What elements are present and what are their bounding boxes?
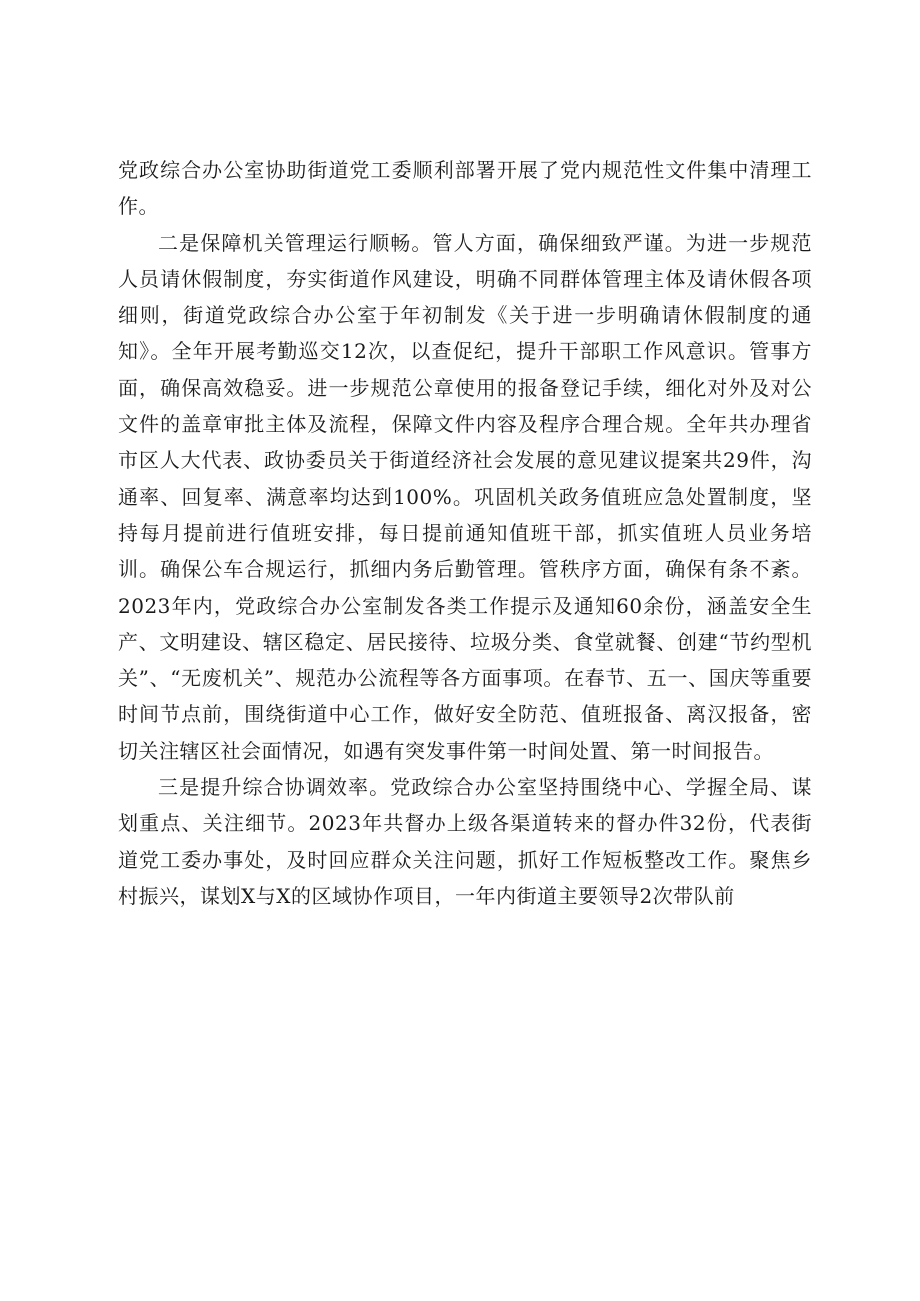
paragraph-1: 党政综合办公室协助街道党工委顺利部署开展了党内规范性文件集中清理工作。 bbox=[118, 158, 812, 219]
document-body bbox=[118, 152, 812, 914]
paragraph-3: 三是提升综合协调效率。党政综合办公室坚持围绕中心、学握全局、谋划重点、关注细节。2023年共督办上级各渠道转来的督办件32份，代表街道党工委办事处，及时回应群众关注问题，抓好工作短板整改工作。聚焦乡村振兴，谋划X与X的区域协作项目，一年内街道主要领导2次带队前 bbox=[118, 775, 812, 908]
paragraph-2: 二是保障机关管理运行顺畅。管人方面，确保细致严谨。为进一步规范人员请休假制度，夯实街道作风建设，明确不同群体管理主体及请休假各项细则，街道党政综合办公室于年初制发《关于进一步明确请休假制度的通知》。全年开展考勤巡交12次，以查促纪，提升干部职工作风意识。管事方面，确保高效稳妥。进一步规范公章使用的报备登记手续，细化对外及对公文件的盖章审批主体及流程，保障文件内容及程序合理合规。全年共办理省市区人大代表、政协委员关于街道经济社会发展的意见建议提案共29件，沟通率、回复率、满意率均达到100%。巩固机关政务值班应急处置制度，坚持每月提前进行值班安排，每日提前通知值班干部，抓实值班人员业务培训。确保公车合规运行，抓细内务后勤管理。管秩序方面，确保有条不紊。2023年内，党政综合办公室制发各类工作提示及通知60余份，涵盖安全生产、文明建设、辖区稳定、居民接待、垃圾分类、食堂就餐、创建“节约型机关”、“无废机关”、规范办公流程等各方面事项。在春节、五一、国庆等重要时间节点前，围绕街道中心工作，做好安全防范、值班报备、离汉报备，密切关注辖区社会面情况，如遇有突发事件第一时间处置、第一时间报告。 bbox=[118, 230, 812, 763]
